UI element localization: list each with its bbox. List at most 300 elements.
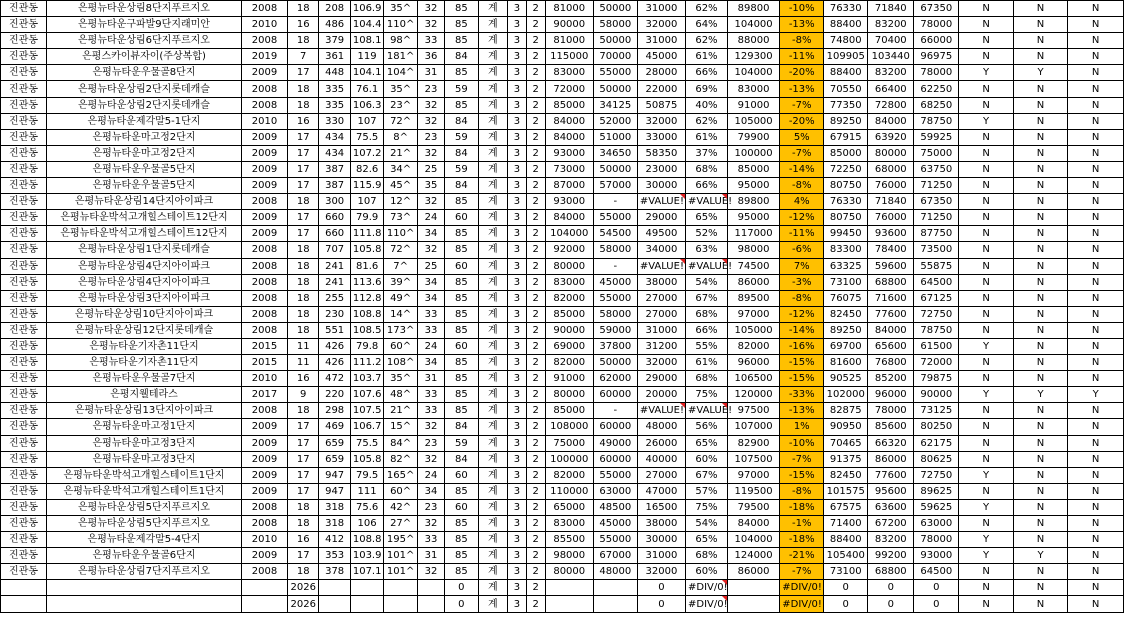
cell-floor[interactable]: 101^ [384,548,418,564]
cell-p2[interactable]: 71600 [868,290,914,306]
cell-f3[interactable]: N [1068,274,1124,290]
cell-f3[interactable]: N [1068,338,1124,354]
cell-ask-price[interactable]: 80000 [545,387,593,403]
cell-p3[interactable]: 67350 [914,1,959,17]
cell-f1[interactable]: N [959,483,1013,499]
cell-age[interactable]: 17 [288,467,319,483]
cell-area-m2[interactable]: 85 [445,33,479,49]
cell-pyeong[interactable]: 32 [417,97,444,113]
cell-year[interactable]: 2009 [241,65,287,81]
cell-p3[interactable]: 89625 [914,483,959,499]
cell-area-m2[interactable]: 0 [445,596,479,612]
cell-pyeong[interactable]: 32 [417,113,444,129]
cell-type[interactable]: 계 [478,194,507,210]
cell-ratio[interactable]: #VALUE! [686,194,728,210]
cell-jeonse[interactable]: 57000 [593,178,637,194]
cell-f3[interactable]: N [1068,161,1124,177]
cell-area-m2[interactable]: 85 [445,65,479,81]
cell-f1[interactable]: N [959,194,1013,210]
cell-ask-price[interactable]: 82000 [545,467,593,483]
cell-recent-price[interactable]: 98000 [727,242,779,258]
cell-type[interactable]: 계 [478,596,507,612]
cell-baths[interactable]: 2 [526,355,545,371]
cell-recent-price[interactable]: 107500 [727,451,779,467]
cell-area[interactable]: 103.7 [350,371,384,387]
cell-area[interactable]: 81.6 [350,258,384,274]
cell-jeonse[interactable]: 37800 [593,338,637,354]
cell-pyeong[interactable]: 23 [417,435,444,451]
cell-ratio[interactable]: #DIV/0! [686,580,728,596]
cell-ask-price[interactable]: 81000 [545,1,593,17]
cell-recent-price[interactable]: 96000 [727,355,779,371]
cell-pyeong[interactable]: 25 [417,161,444,177]
cell-p2[interactable]: 77600 [868,306,914,322]
cell-p3[interactable]: 87750 [914,226,959,242]
cell-dong[interactable]: 진관동 [1,290,47,306]
cell-apt-name[interactable]: 은평뉴타운상림10단지아이파크 [47,306,242,322]
cell-f1[interactable]: Y [959,65,1013,81]
cell-dong[interactable] [1,596,47,612]
cell-age[interactable]: 18 [288,1,319,17]
cell-p2[interactable]: 66320 [868,435,914,451]
cell-type[interactable]: 계 [478,467,507,483]
cell-year[interactable]: 2009 [241,226,287,242]
cell-baths[interactable]: 2 [526,419,545,435]
cell-change[interactable]: -7% [780,564,824,580]
cell-pyeong[interactable]: 24 [417,210,444,226]
cell-ask-price[interactable]: 85000 [545,306,593,322]
cell-year[interactable]: 2008 [241,258,287,274]
cell-area[interactable]: 104.1 [350,65,384,81]
cell-p3[interactable]: 59925 [914,129,959,145]
cell-ask-price[interactable]: 69000 [545,338,593,354]
cell-jeonse[interactable]: 55000 [593,532,637,548]
cell-ratio[interactable]: 56% [686,419,728,435]
cell-ratio[interactable]: 68% [686,371,728,387]
cell-pyeong[interactable]: 32 [417,516,444,532]
cell-p1[interactable]: 73100 [824,274,868,290]
cell-jeonse[interactable]: 58000 [593,17,637,33]
cell-f3[interactable]: N [1068,49,1124,65]
cell-f2[interactable]: N [1013,210,1067,226]
cell-gap[interactable]: 49500 [637,226,685,242]
cell-f3[interactable]: N [1068,226,1124,242]
cell-f2[interactable]: N [1013,403,1067,419]
cell-change[interactable]: -10% [780,435,824,451]
cell-apt-name[interactable]: 은평뉴타운상림7단지푸르지오 [47,564,242,580]
cell-p3[interactable]: 72750 [914,306,959,322]
cell-f3[interactable]: N [1068,17,1124,33]
cell-jeonse[interactable]: 34125 [593,97,637,113]
cell-p2[interactable]: 68800 [868,274,914,290]
cell-dong[interactable]: 진관동 [1,403,47,419]
cell-age[interactable]: 18 [288,403,319,419]
cell-dong[interactable]: 진관동 [1,338,47,354]
cell-p2[interactable]: 71840 [868,1,914,17]
cell-rooms[interactable]: 3 [507,403,526,419]
cell-f2[interactable]: N [1013,290,1067,306]
cell-jeonse[interactable] [593,580,637,596]
cell-p2[interactable]: 78000 [868,403,914,419]
cell-gap[interactable]: 30000 [637,178,685,194]
cell-area[interactable]: 119 [350,49,384,65]
cell-p3[interactable]: 78750 [914,113,959,129]
cell-change[interactable]: -15% [780,371,824,387]
cell-f2[interactable]: N [1013,129,1067,145]
cell-year[interactable]: 2009 [241,419,287,435]
cell-floor[interactable]: 14^ [384,306,418,322]
cell-p1[interactable]: 71400 [824,516,868,532]
cell-f3[interactable]: N [1068,322,1124,338]
cell-age[interactable]: 17 [288,145,319,161]
cell-f1[interactable]: N [959,81,1013,97]
cell-f3[interactable]: N [1068,532,1124,548]
cell-p2[interactable]: 93600 [868,226,914,242]
cell-dong[interactable]: 진관동 [1,419,47,435]
cell-gap[interactable]: 32000 [637,355,685,371]
cell-f2[interactable]: N [1013,596,1067,612]
cell-f1[interactable]: N [959,596,1013,612]
cell-jeonse[interactable]: 55000 [593,210,637,226]
cell-pyeong[interactable]: 32 [417,564,444,580]
cell-type[interactable]: 계 [478,129,507,145]
cell-area-m2[interactable]: 84 [445,451,479,467]
cell-baths[interactable]: 2 [526,81,545,97]
cell-floor[interactable]: 101^ [384,564,418,580]
cell-units[interactable]: 353 [319,548,350,564]
cell-recent-price[interactable]: 124000 [727,548,779,564]
cell-apt-name[interactable]: 은평뉴타운상림8단지푸르지오 [47,1,242,17]
cell-area[interactable] [350,580,384,596]
cell-apt-name[interactable]: 은평뉴타운마고정2단지 [47,145,242,161]
cell-ask-price[interactable]: 91000 [545,371,593,387]
cell-dong[interactable]: 진관동 [1,242,47,258]
cell-area-m2[interactable]: 60 [445,258,479,274]
cell-baths[interactable]: 2 [526,516,545,532]
cell-change[interactable]: -20% [780,65,824,81]
cell-area-m2[interactable]: 85 [445,290,479,306]
cell-ratio[interactable]: 65% [686,435,728,451]
cell-area[interactable]: 107 [350,113,384,129]
cell-change[interactable]: -13% [780,17,824,33]
cell-apt-name[interactable]: 은평뉴타운상림4단지아이파크 [47,258,242,274]
cell-f2[interactable]: N [1013,226,1067,242]
cell-f1[interactable]: N [959,17,1013,33]
cell-gap[interactable]: 38000 [637,516,685,532]
cell-f3[interactable]: N [1068,306,1124,322]
cell-dong[interactable]: 진관동 [1,49,47,65]
cell-ask-price[interactable]: 85000 [545,403,593,419]
cell-year[interactable]: 2009 [241,435,287,451]
cell-f1[interactable]: N [959,145,1013,161]
cell-pyeong[interactable]: 23 [417,499,444,515]
cell-type[interactable]: 계 [478,17,507,33]
cell-recent-price[interactable]: 95000 [727,210,779,226]
cell-jeonse[interactable]: - [593,258,637,274]
cell-units[interactable]: 469 [319,419,350,435]
cell-apt-name[interactable]: 은평뉴타운상림5단지푸르지오 [47,499,242,515]
cell-p2[interactable]: 85600 [868,419,914,435]
cell-pyeong[interactable]: 34 [417,355,444,371]
cell-floor[interactable]: 195^ [384,532,418,548]
cell-dong[interactable]: 진관동 [1,1,47,17]
cell-ratio[interactable]: 61% [686,355,728,371]
cell-ask-price[interactable]: 83000 [545,516,593,532]
cell-apt-name[interactable]: 은평뉴타운상림3단지아이파크 [47,290,242,306]
cell-units[interactable]: 208 [319,1,350,17]
cell-pyeong[interactable]: 31 [417,371,444,387]
cell-jeonse[interactable]: 50000 [593,33,637,49]
cell-floor[interactable]: 15^ [384,419,418,435]
cell-jeonse[interactable]: - [593,194,637,210]
cell-year[interactable]: 2009 [241,548,287,564]
cell-area[interactable]: 108.5 [350,322,384,338]
cell-ratio[interactable]: 55% [686,338,728,354]
cell-type[interactable]: 계 [478,435,507,451]
cell-year[interactable]: 2008 [241,81,287,97]
cell-pyeong[interactable] [417,580,444,596]
cell-ratio[interactable]: 68% [686,306,728,322]
cell-area[interactable]: 106 [350,516,384,532]
cell-p2[interactable]: 103440 [868,49,914,65]
cell-p2[interactable]: 68800 [868,564,914,580]
cell-p2[interactable]: 67200 [868,516,914,532]
cell-apt-name[interactable]: 은평뉴타운제각말5-4단지 [47,532,242,548]
cell-p2[interactable]: 96000 [868,387,914,403]
cell-f2[interactable]: N [1013,1,1067,17]
cell-recent-price[interactable]: 85000 [727,161,779,177]
cell-rooms[interactable]: 3 [507,306,526,322]
cell-f2[interactable]: N [1013,113,1067,129]
cell-ask-price[interactable]: 81000 [545,33,593,49]
cell-ask-price[interactable] [545,580,593,596]
cell-f2[interactable]: N [1013,371,1067,387]
cell-dong[interactable]: 진관동 [1,113,47,129]
cell-age[interactable]: 17 [288,483,319,499]
cell-f1[interactable]: N [959,451,1013,467]
cell-ratio[interactable]: 61% [686,129,728,145]
cell-type[interactable]: 계 [478,210,507,226]
cell-recent-price[interactable]: 107000 [727,419,779,435]
cell-apt-name[interactable]: 은평뉴타운제각말5-1단지 [47,113,242,129]
cell-floor[interactable]: 60^ [384,483,418,499]
cell-change[interactable]: -10% [780,1,824,17]
cell-baths[interactable]: 2 [526,1,545,17]
cell-p2[interactable]: 84000 [868,113,914,129]
cell-pyeong[interactable]: 32 [417,145,444,161]
cell-p3[interactable]: 71250 [914,210,959,226]
cell-floor[interactable]: 39^ [384,274,418,290]
cell-f2[interactable]: N [1013,258,1067,274]
cell-type[interactable]: 계 [478,387,507,403]
cell-area-m2[interactable]: 60 [445,210,479,226]
cell-f3[interactable]: N [1068,419,1124,435]
cell-units[interactable]: 660 [319,226,350,242]
cell-baths[interactable]: 2 [526,403,545,419]
cell-p1[interactable]: 89250 [824,322,868,338]
cell-baths[interactable]: 2 [526,338,545,354]
cell-apt-name[interactable]: 은평뉴타운우물골8단지 [47,65,242,81]
cell-jeonse[interactable]: 55000 [593,467,637,483]
cell-type[interactable]: 계 [478,145,507,161]
cell-ask-price[interactable]: 83000 [545,65,593,81]
cell-floor[interactable]: 34^ [384,161,418,177]
cell-rooms[interactable]: 3 [507,258,526,274]
cell-units[interactable]: 947 [319,483,350,499]
cell-apt-name[interactable]: 은평뉴타운상림4단지아이파크 [47,274,242,290]
cell-f2[interactable]: N [1013,564,1067,580]
cell-area-m2[interactable]: 84 [445,113,479,129]
cell-p3[interactable]: 72750 [914,467,959,483]
cell-baths[interactable]: 2 [526,97,545,113]
cell-f3[interactable]: N [1068,113,1124,129]
cell-p1[interactable]: 82450 [824,306,868,322]
cell-baths[interactable]: 2 [526,129,545,145]
cell-f3[interactable]: N [1068,548,1124,564]
cell-units[interactable]: 255 [319,290,350,306]
cell-jeonse[interactable]: 45000 [593,274,637,290]
cell-recent-price[interactable]: 97500 [727,403,779,419]
cell-rooms[interactable]: 3 [507,596,526,612]
cell-f1[interactable]: N [959,178,1013,194]
cell-change[interactable]: -8% [780,33,824,49]
cell-units[interactable]: 379 [319,33,350,49]
cell-recent-price[interactable]: 104000 [727,65,779,81]
cell-area[interactable]: 104.4 [350,17,384,33]
cell-floor[interactable]: 35^ [384,371,418,387]
cell-rooms[interactable]: 3 [507,113,526,129]
cell-recent-price[interactable]: 88000 [727,33,779,49]
cell-type[interactable]: 계 [478,306,507,322]
cell-apt-name[interactable]: 은평뉴타운박석고개힐스테이트12단지 [47,210,242,226]
cell-rooms[interactable]: 3 [507,49,526,65]
cell-p2[interactable]: 76000 [868,210,914,226]
cell-year[interactable]: 2010 [241,113,287,129]
cell-jeonse[interactable]: 58000 [593,242,637,258]
cell-p3[interactable]: 0 [914,596,959,612]
cell-pyeong[interactable]: 34 [417,274,444,290]
cell-baths[interactable]: 2 [526,499,545,515]
cell-baths[interactable]: 2 [526,178,545,194]
cell-f3[interactable]: N [1068,178,1124,194]
cell-floor[interactable]: 73^ [384,210,418,226]
cell-area-m2[interactable]: 85 [445,371,479,387]
cell-ratio[interactable]: 68% [686,548,728,564]
cell-p3[interactable]: 67125 [914,290,959,306]
cell-floor[interactable]: 7^ [384,258,418,274]
cell-age[interactable]: 18 [288,306,319,322]
cell-recent-price[interactable]: 89800 [727,1,779,17]
cell-f2[interactable]: Y [1013,387,1067,403]
cell-f1[interactable]: N [959,516,1013,532]
cell-area-m2[interactable]: 85 [445,97,479,113]
cell-type[interactable]: 계 [478,81,507,97]
cell-rooms[interactable]: 3 [507,516,526,532]
cell-change[interactable]: -33% [780,387,824,403]
cell-ratio[interactable]: #DIV/0! [686,596,728,612]
cell-area[interactable]: 103.9 [350,548,384,564]
cell-age[interactable]: 18 [288,290,319,306]
cell-year[interactable]: 2008 [241,290,287,306]
cell-floor[interactable] [384,580,418,596]
cell-rooms[interactable]: 3 [507,387,526,403]
cell-year[interactable]: 2008 [241,242,287,258]
cell-p2[interactable]: 68000 [868,161,914,177]
cell-type[interactable]: 계 [478,161,507,177]
cell-f3[interactable]: Y [1068,387,1124,403]
cell-jeonse[interactable]: - [593,403,637,419]
cell-dong[interactable]: 진관동 [1,371,47,387]
cell-jeonse[interactable] [593,596,637,612]
cell-gap[interactable]: 28000 [637,65,685,81]
cell-ask-price[interactable]: 108000 [545,419,593,435]
cell-change[interactable]: -14% [780,322,824,338]
cell-gap[interactable]: 22000 [637,81,685,97]
cell-baths[interactable]: 2 [526,226,545,242]
cell-area[interactable]: 76.1 [350,81,384,97]
cell-apt-name[interactable]: 은평뉴타운마고정2단지 [47,129,242,145]
cell-pyeong[interactable]: 31 [417,548,444,564]
cell-dong[interactable]: 진관동 [1,33,47,49]
cell-units[interactable]: 330 [319,113,350,129]
cell-f2[interactable]: N [1013,145,1067,161]
cell-f1[interactable]: N [959,1,1013,17]
cell-f2[interactable]: N [1013,580,1067,596]
cell-area[interactable]: 107 [350,194,384,210]
cell-p1[interactable]: 0 [824,596,868,612]
cell-age[interactable]: 18 [288,516,319,532]
cell-area[interactable]: 75.5 [350,435,384,451]
cell-gap[interactable]: 47000 [637,483,685,499]
cell-ask-price[interactable]: 80000 [545,258,593,274]
cell-units[interactable]: 472 [319,371,350,387]
cell-age[interactable]: 18 [288,499,319,515]
cell-dong[interactable]: 진관동 [1,548,47,564]
cell-f1[interactable]: N [959,97,1013,113]
cell-age[interactable]: 18 [288,242,319,258]
cell-ratio[interactable]: 67% [686,290,728,306]
cell-area-m2[interactable]: 84 [445,419,479,435]
cell-p1[interactable]: 70550 [824,81,868,97]
cell-ask-price[interactable]: 110000 [545,483,593,499]
cell-area[interactable] [350,596,384,612]
cell-floor[interactable]: 72^ [384,113,418,129]
cell-ratio[interactable]: #VALUE! [686,403,728,419]
cell-p1[interactable]: 76075 [824,290,868,306]
cell-p2[interactable]: 83200 [868,17,914,33]
cell-baths[interactable]: 2 [526,242,545,258]
cell-ratio[interactable]: 62% [686,33,728,49]
cell-type[interactable]: 계 [478,548,507,564]
cell-age[interactable]: 16 [288,17,319,33]
cell-units[interactable]: 298 [319,403,350,419]
cell-p1[interactable]: 77350 [824,97,868,113]
cell-pyeong[interactable]: 32 [417,451,444,467]
cell-ask-price[interactable]: 115000 [545,49,593,65]
cell-dong[interactable]: 진관동 [1,516,47,532]
cell-f2[interactable]: N [1013,451,1067,467]
cell-p3[interactable]: 79875 [914,371,959,387]
cell-year[interactable]: 2008 [241,564,287,580]
cell-p3[interactable]: 64500 [914,274,959,290]
cell-type[interactable]: 계 [478,97,507,113]
cell-year[interactable]: 2009 [241,145,287,161]
cell-p3[interactable]: 64500 [914,564,959,580]
cell-type[interactable]: 계 [478,322,507,338]
cell-gap[interactable]: 29000 [637,210,685,226]
cell-year[interactable]: 2017 [241,387,287,403]
cell-baths[interactable]: 2 [526,306,545,322]
